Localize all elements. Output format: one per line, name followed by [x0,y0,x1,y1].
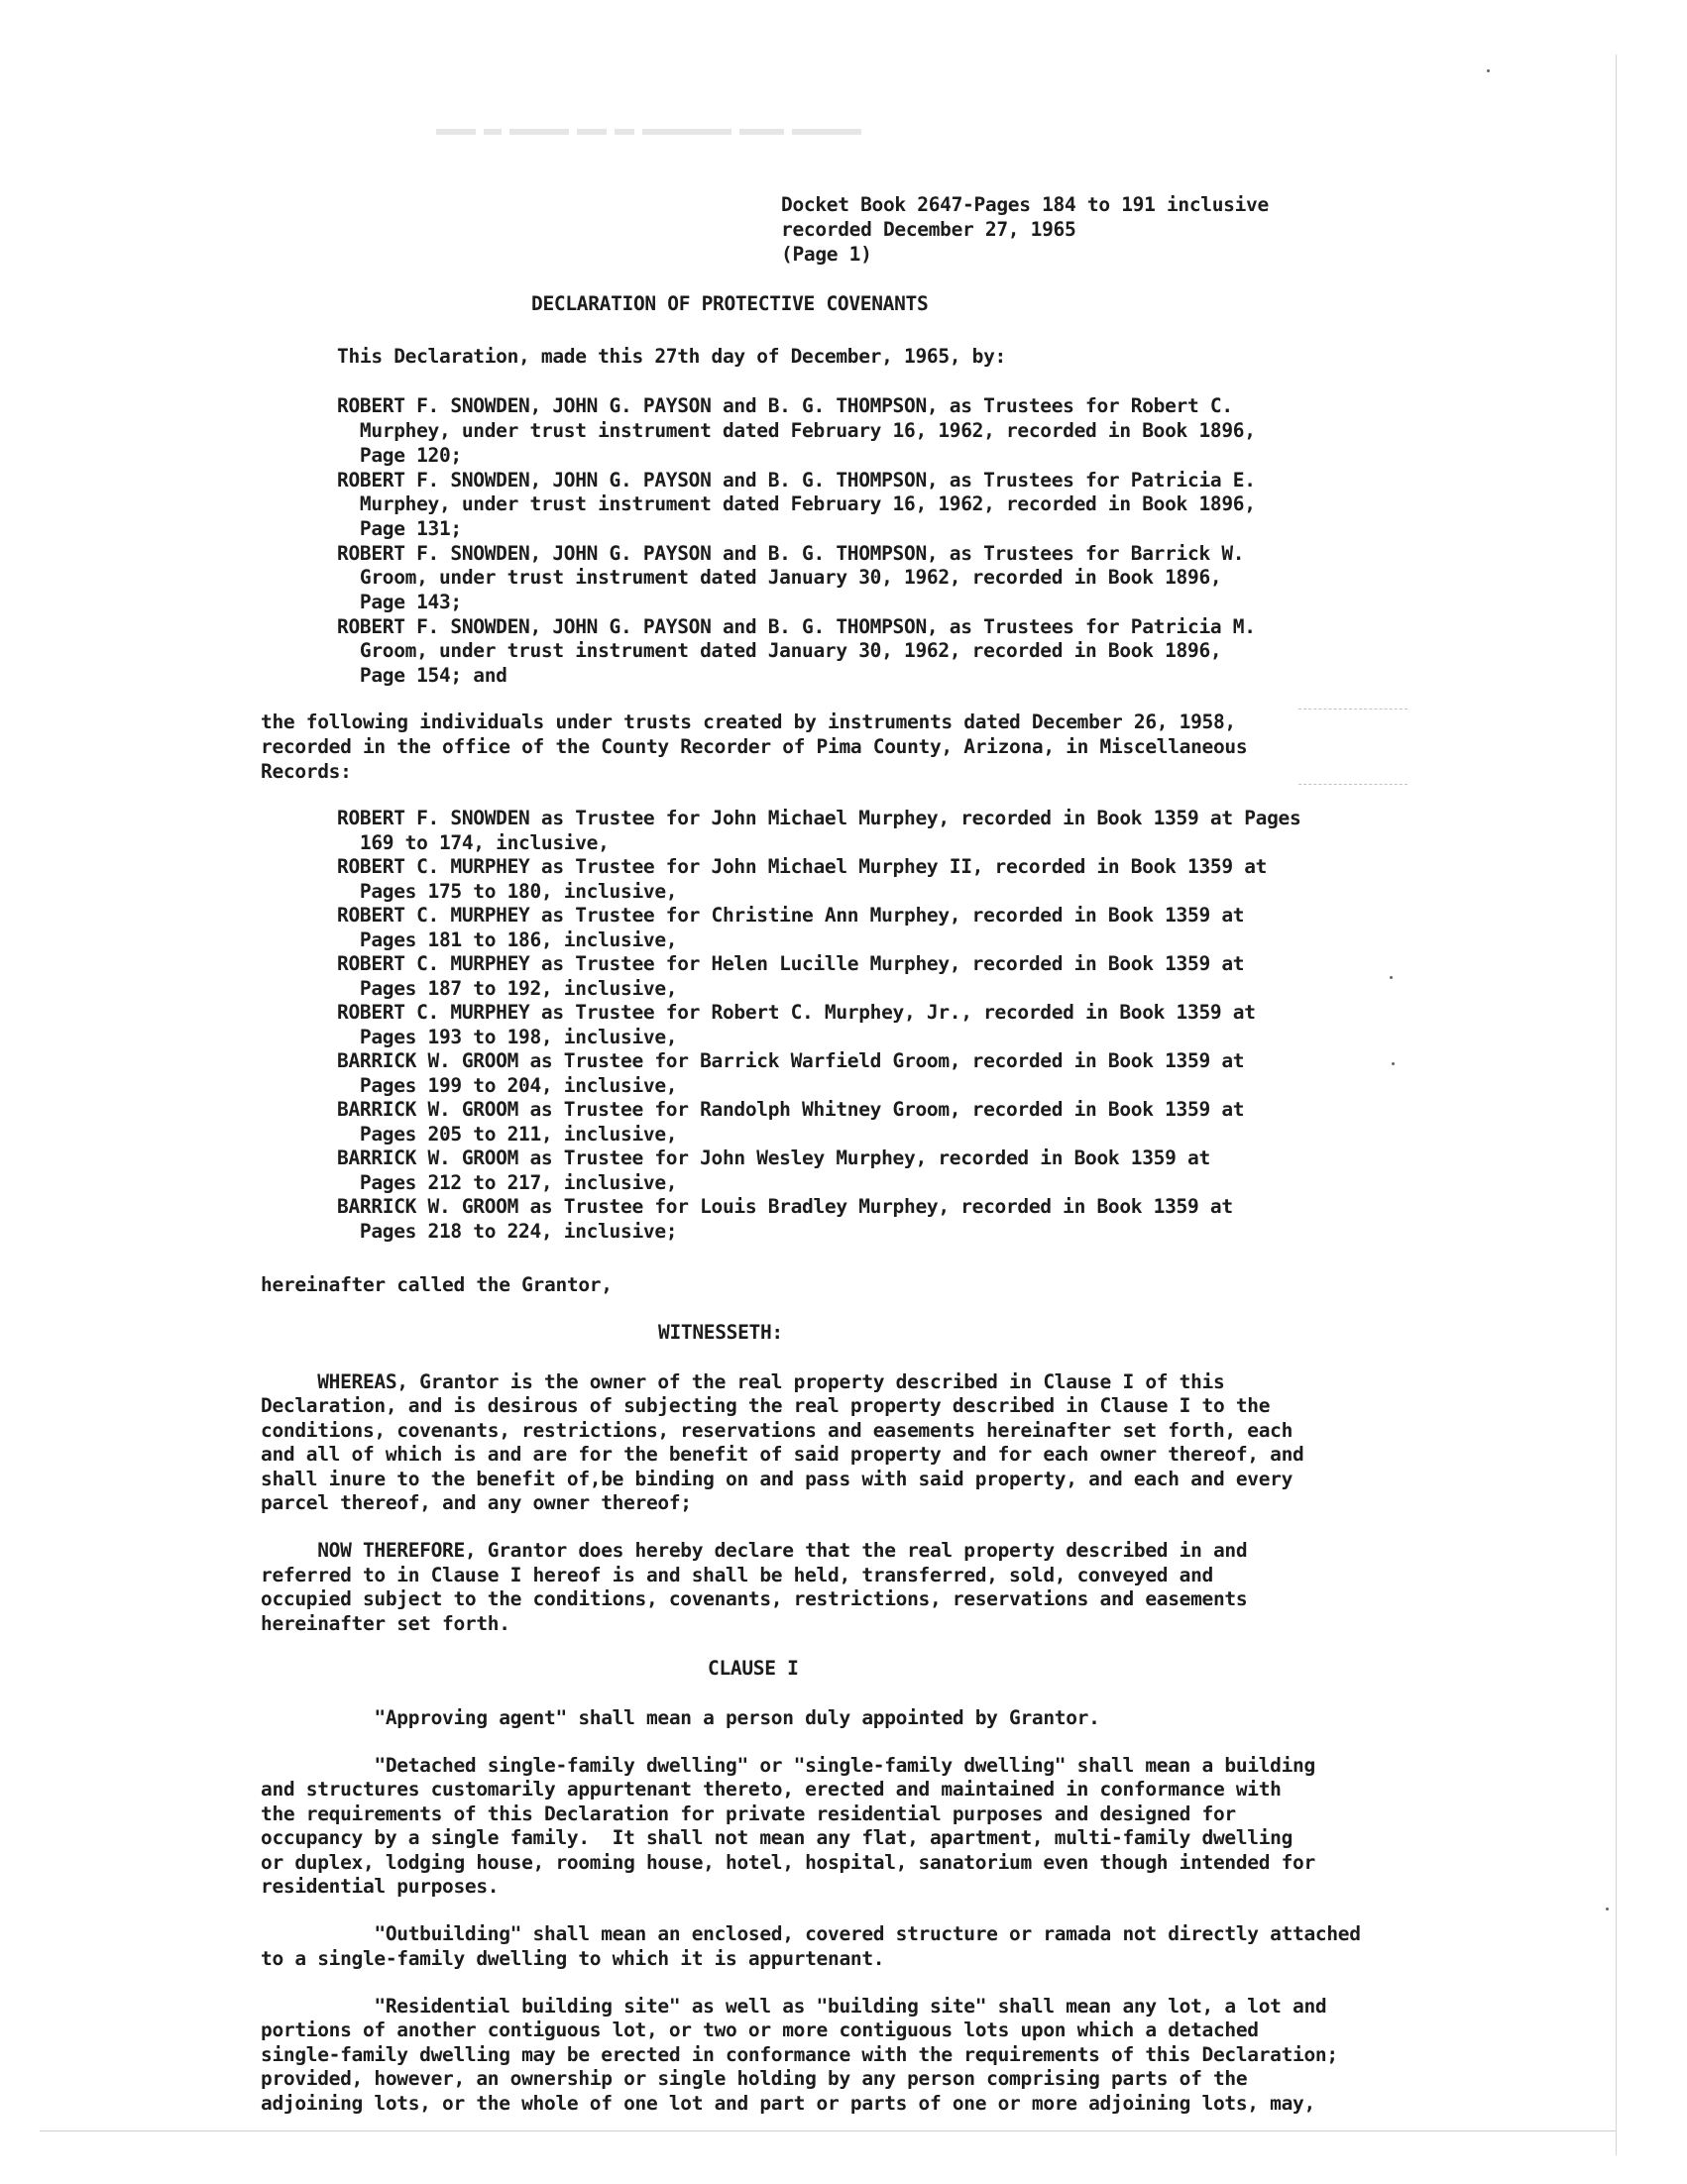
intro-line: This Declaration, made this 27th day of December, 1965, by: [337,345,1006,368]
grantor-line: hereinafter called the Grantor, [261,1273,613,1296]
margin-stamp-artifact [1298,709,1407,785]
recorded-line: recorded December 27, 1965 [781,218,1076,241]
scan-edge-line [1616,55,1617,2155]
docket-line: Docket Book 2647-Pages 184 to 191 inclusive [781,193,1269,216]
document-page: Docket Book 2647-Pages 184 to 191 inclusive recorded December 27, 1965 (Page 1) DECLARATION OF PROTECTIVE COVENANTS This Declaration, made this 27th day of December, 1965, by: ROBERT F. SNOWDEN, JOHN G. PAYSON and B. G. THOMPSON, as Trustees for Robert C. Murphey, under trust instrument dated February 16, 1962, recorded in Book 1896, Page 120; ROBERT F. SNOWDEN, JOHN G. PAYSON and B. G. THOMPSON, as Trustees for Patricia E. Murphey, under trust instrument dated February 16, 1962, recorded in Book 1896, Page 131; ROBERT F. SNOWDEN, JOHN G. PAYSON and B. G. THOMPSON, as Trustees for Barrick W. Groom, under trust instrument dated January 30, 1962, recorded in Book 1896, Page 143; ROBERT F. SNOWDEN, JOHN G. PAYSON and B. G. THOMPSON, as Trustees for Patricia M. Groom, under trust instrument dated January 30, 1962, recorded in Book 1896, Page 154; and the following individuals under trusts created by instruments dated December 26, 1958, recorded in the office of the County Recorder of Pima County, Arizona, in Miscellaneous Records: ROBERT F. SNOWDEN as Trustee for John Michael Murphey, recorded in Book 1359 at Pages 169 to 174, inclusive, ROBERT C. MURPHEY as Trustee for John Michael Murphey II, recorded in Book 1359 at Pages 175 to 180, inclusive, ROBERT C. MURPHEY as Trustee for Christine Ann Murphey, recorded in Book 1359 at Pages 181 to 186, inclusive, ROBERT C. MURPHEY as Trustee for Helen Lucille Murphey, recorded in Book 1359 at Pages 187 to 192, inclusive, ROBERT C. MURPHEY as Trustee for Robert C. Murphey, Jr., recorded in Book 1359 at Pages 193 to 198, inclusive, BARRICK W. GROOM as Trustee for Barrick Warfield Groom, recorded in Book 1359 at Pages 199 to 204, inclusive, BARRICK W. GROOM as Trustee for Randolph Whitney Groom, recorded in Book 1359 at Pages 205 to 211, inclusive, BARRICK W. GROOM as Trustee for John Wesley Murphey, recorded in Book 1359 at Pages 212 to 217, inclusive, BARRICK W. GROOM as Trustee for Louis Bradley Murphey, recorded in Book 1359 at Pages 218 to 224, inclusive; hereinafter called the Grantor, WITNESSETH: WHEREAS, Grantor is the owner of the real property described in Clause I of this Declaration, and is desirous of subjecting the real property described in Clause I to the conditions, covenants, restrictions, reservations and easements hereinafter set forth, each and all of which is and are for the benefit of said property and for each owner thereof, and shall inure to the benefit of,be binding on and pass with said property, and each and every parcel thereof, and any owner thereof; NOW THEREFORE, Grantor does hereby declare that the real property described in and referred to in Clause I hereof is and shall be held, transferred, sold, conveyed and occupied subject to the conditions, covenants, restrictions, reservations and easements hereinafter set forth. CLAUSE I "Approving agent" shall mean a person duly appointed by Grantor. "Detached single-family dwelling" or "single-family dwelling" shall mean a building and structures customarily appurtenant thereto, erected and maintained in conformance with the requirements of this Declaration for private residential purposes and designed for occupancy by a single family. It shall not mean any flat, apartment, multi-family dwelling or duplex, lodging house, rooming house, hotel, hospital, sanatorium even though intended for residential purposes. "Outbuilding" shall mean an enclosed, covered structure or ramada not directly attached to a single-family dwelling to which it is appurtenant. "Residential building site" as well as "building site" shall mean any lot, a lot and portions of another contiguous lot, or two or more contiguous lots upon which a detached single-family dwelling may be erected in conformance with the requirements of this Declaration; provided, however, an ownership or single holding by any person comprising parts of the adjoining lots, or the whole of one lot and part or parts of one or more adjoining lots, may, [0,0,1687,2184]
clause-heading: CLAUSE I [708,1657,799,1680]
faded-header-artifact [436,121,1150,151]
approving-agent-definition: "Approving agent" shall mean a person duly appointed by Grantor. [261,1706,1100,1729]
witnesseth-heading: WITNESSETH: [658,1321,783,1344]
document-title: DECLARATION OF PROTECTIVE COVENANTS [531,292,929,315]
page-number: (Page 1) [781,243,872,266]
scan-speck [1606,1908,1609,1911]
scan-speck [1487,69,1490,72]
scan-bottom-line [40,2130,1616,2131]
scan-speck [1392,1062,1395,1065]
scan-speck [1390,976,1393,979]
